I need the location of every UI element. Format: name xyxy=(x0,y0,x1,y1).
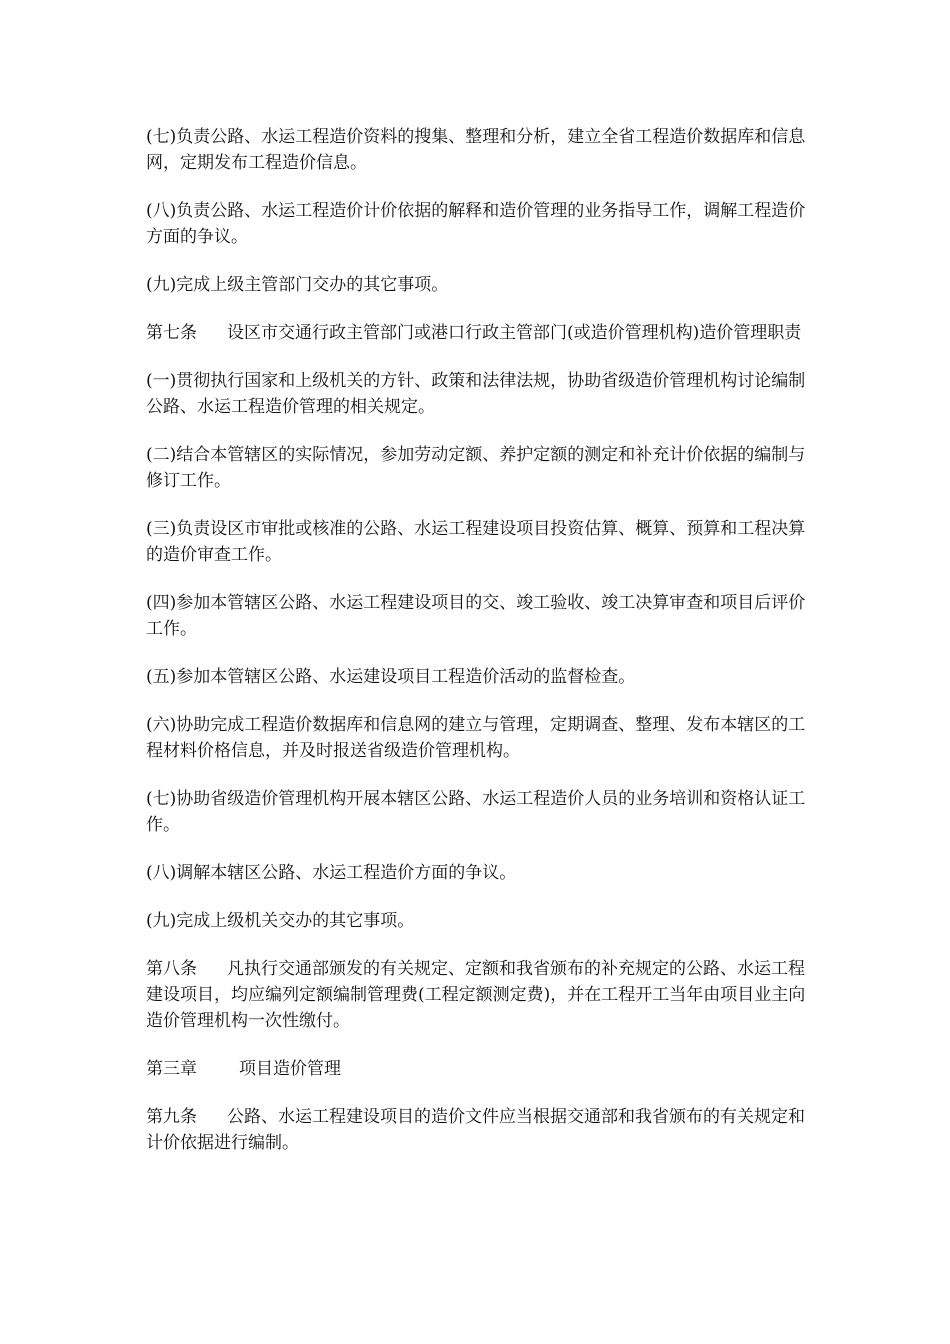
paragraph-text: (四)参加本管辖区公路、水运工程建设项目的交、竣工验收、竣工决算审查和项目后评价工作。 xyxy=(146,593,806,639)
paragraph-text: (一)贯彻执行国家和上级机关的方针、政策和法律法规，协助省级造价管理机构讨论编制公路、水运工程造价管理的相关规定。 xyxy=(146,371,806,417)
paragraph-text: (五)参加本管辖区公路、水运建设项目工程造价活动的监督检查。 xyxy=(146,667,636,687)
paragraph-item-3 xyxy=(146,516,806,568)
paragraph-item-9b xyxy=(146,908,806,934)
chapter-title: 项目造价管理 xyxy=(239,1059,341,1079)
paragraph-text: (六)协助完成工程造价数据库和信息网的建立与管理，定期调查、整理、发布本辖区的工程材料价格信息，并及时报送省级造价管理机构。 xyxy=(146,715,806,761)
paragraph-item-9 xyxy=(146,272,806,298)
paragraph-item-2 xyxy=(146,442,806,494)
paragraph-item-5 xyxy=(146,664,806,690)
paragraph-item-4 xyxy=(146,590,806,642)
article-text: 凡执行交通部颁发的有关规定、定额和我省颁布的补充规定的公路、水运工程建设项目，均应编列定额编制管理费(工程定额测定费)，并在工程开工当年由项目业主向造价管理机构一次性缴付。 xyxy=(146,959,806,1031)
paragraph-item-8 xyxy=(146,198,806,250)
paragraph-text: (九)完成上级主管部门交办的其它事项。 xyxy=(146,275,449,295)
paragraph-item-1 xyxy=(146,368,806,420)
paragraph-text: (二)结合本管辖区的实际情况，参加劳动定额、养护定额的测定和补充计价依据的编制与修订工作。 xyxy=(146,445,806,491)
chapter-heading-3 xyxy=(146,1056,806,1082)
paragraph-text: (七)负责公路、水运工程造价资料的搜集、整理和分析，建立全省工程造价数据库和信息网，定期发布工程造价信息。 xyxy=(146,127,806,173)
paragraph-text: (八)负责公路、水运工程造价计价依据的解释和造价管理的业务指导工作，调解工程造价方面的争议。 xyxy=(146,201,806,247)
paragraph-item-8b xyxy=(146,860,806,886)
article-number: 第七条 xyxy=(146,323,197,343)
article-text: 设区市交通行政主管部门或港口行政主管部门(或造价管理机构)造价管理职责 xyxy=(227,323,802,343)
article-text: 公路、水运工程建设项目的造价文件应当根据交通部和我省颁布的有关规定和计价依据进行编制。 xyxy=(146,1107,805,1153)
article-number: 第八条 xyxy=(146,959,197,979)
document-body xyxy=(146,124,806,1178)
paragraph-item-7b xyxy=(146,786,806,838)
paragraph-text: (三)负责设区市审批或核准的公路、水运工程建设项目投资估算、概算、预算和工程决算的造价审查工作。 xyxy=(146,519,806,565)
article-9 xyxy=(146,1104,806,1156)
chapter-number: 第三章 xyxy=(146,1059,197,1079)
article-7 xyxy=(146,320,806,346)
paragraph-text: (八)调解本辖区公路、水运工程造价方面的争议。 xyxy=(146,863,517,883)
paragraph-text: (七)协助省级造价管理机构开展本辖区公路、水运工程造价人员的业务培训和资格认证工作。 xyxy=(146,789,806,835)
article-8 xyxy=(146,956,806,1034)
article-number: 第九条 xyxy=(146,1107,197,1127)
paragraph-text: (九)完成上级机关交办的其它事项。 xyxy=(146,911,415,931)
paragraph-item-6 xyxy=(146,712,806,764)
paragraph-item-7 xyxy=(146,124,806,176)
